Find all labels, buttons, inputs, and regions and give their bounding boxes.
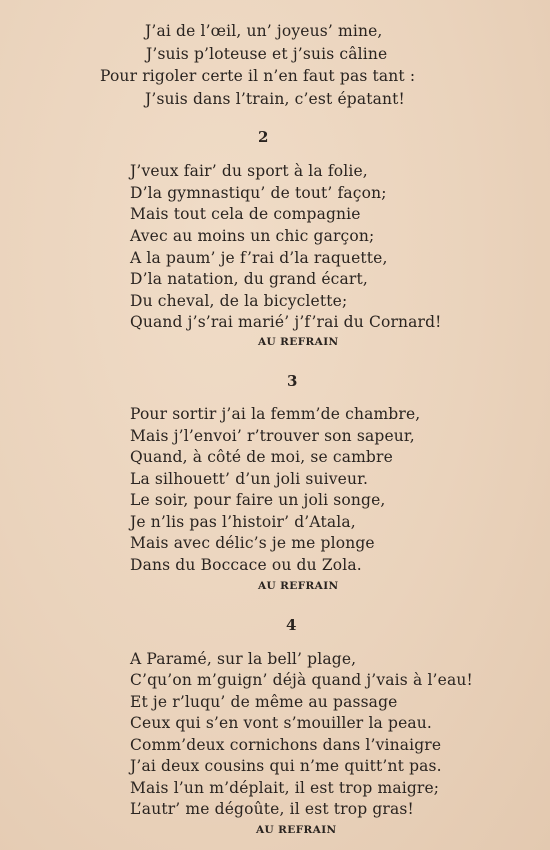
verse-line: Quand, à côté de moi, se cambre — [130, 448, 393, 466]
verse-number: 4 — [286, 616, 297, 634]
verse-line: Mais avec délic’s je me plonge — [130, 534, 375, 552]
verse-line: A la paum’ je f’rai d’la raquette, — [130, 249, 388, 267]
refrain-line: J’suis dans l’train, c’est épatant! — [145, 90, 405, 108]
verse-line: A Paramé, sur la bell’ plage, — [130, 650, 357, 668]
au-refrain-label: AU REFRAIN — [256, 824, 337, 836]
verse-line: La silhouett’ d’un joli suiveur. — [130, 470, 369, 488]
verse-line: Le soir, pour faire un joli songe, — [130, 491, 386, 509]
verse-line: Mais l’un m’déplait, il est trop maigre; — [130, 779, 440, 797]
verse-line: J’veux fair’ du sport à la folie, — [130, 162, 368, 180]
verse-line: Quand j’s’rai marié’ j’f’rai du Cornard! — [130, 313, 442, 331]
verse-line: D’la natation, du grand écart, — [130, 270, 368, 288]
verse-line: Je n’lis pas l’histoir’ d’Atala, — [130, 513, 356, 531]
verse-line: L’autr’ me dégoûte, il est trop gras! — [130, 800, 414, 818]
verse-number: 2 — [258, 128, 269, 146]
au-refrain-label: AU REFRAIN — [258, 580, 339, 592]
verse-line: Et je r’luqu’ de même au passage — [130, 693, 398, 711]
refrain-line: J’suis p’loteuse et j’suis câline — [146, 45, 388, 63]
au-refrain-label: AU REFRAIN — [258, 336, 339, 348]
verse-line: J’ai deux cousins qui n’me quitt’nt pas. — [130, 757, 442, 775]
verse-line: Avec au moins un chic garçon; — [130, 227, 375, 245]
verse-line: D’la gymnastiqu’ de tout’ façon; — [130, 184, 387, 202]
verse-line: Dans du Boccace ou du Zola. — [130, 556, 362, 574]
refrain-line: Pour rigoler certe il n’en faut pas tant : — [100, 67, 416, 85]
verse-number: 3 — [287, 372, 298, 390]
verse-line: C’qu’on m’guign’ déjà quand j’vais à l’eau! — [130, 671, 473, 689]
verse-line: Du cheval, de la bicyclette; — [130, 292, 348, 310]
verse-line: Comm’deux cornichons dans l’vinaigre — [130, 736, 442, 754]
refrain-line: J’ai de l’œil, un’ joyeus’ mine, — [145, 22, 383, 40]
verse-line: Mais j’l’envoi’ r’trouver son sapeur, — [130, 427, 415, 445]
verse-line: Ceux qui s’en vont s’mouiller la peau. — [130, 714, 433, 732]
verse-line: Mais tout cela de compagnie — [130, 205, 361, 223]
verse-line: Pour sortir j’ai la femm’de chambre, — [130, 405, 421, 423]
